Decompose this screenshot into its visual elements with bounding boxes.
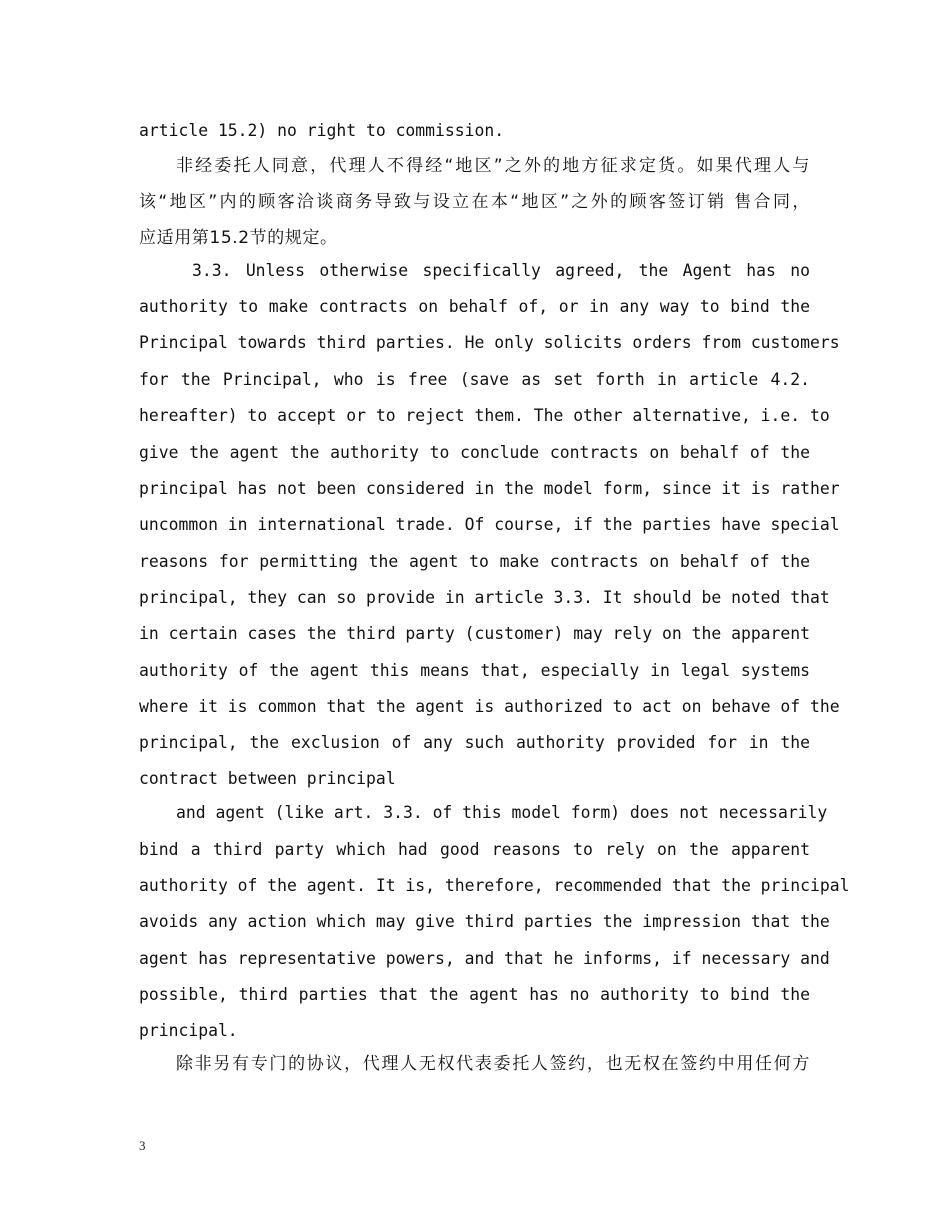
text-line: 应适用第15.2节的规定。 bbox=[139, 228, 338, 248]
text-line: contract between principal bbox=[139, 769, 396, 788]
text-line: 非经委托人同意，代理人不得经“地区”之外的地方征求定货。如果代理人与 bbox=[176, 156, 810, 176]
text-line: 除非另有专门的协议，代理人无权代表委托人签约，也无权在签约中用任何方 bbox=[176, 1054, 810, 1074]
text-line: principal. bbox=[139, 1021, 238, 1040]
text-line: 3.3. Unless otherwise specifically agreed, the Agent has no bbox=[192, 261, 810, 280]
text-line: hereafter) to accept or to reject them. The other alternative, i.e. to bbox=[139, 406, 830, 425]
text-line: avoids any action which may give third parties the impression that the bbox=[139, 912, 830, 931]
text-line: Principal towards third parties. He only solicits orders from customers bbox=[139, 333, 840, 352]
text-line: give the agent the authority to conclude contracts on behalf of the bbox=[139, 443, 810, 462]
text-line: for the Principal, who is free (save as set forth in article 4.2. bbox=[139, 370, 810, 389]
text-line: principal, they can so provide in article 3.3. It should be noted that bbox=[139, 588, 830, 607]
text-line: possible, third parties that the agent has no authority to bind the bbox=[139, 985, 810, 1004]
page-number: 3 bbox=[139, 1138, 146, 1153]
text-line: authority of the agent. It is, therefore, recommended that the principal bbox=[139, 876, 850, 895]
text-line: article 15.2) no right to commission. bbox=[139, 121, 505, 140]
text-line: 该“地区”内的顾客洽谈商务导致与设立在本“地区”之外的顾客签订销 售合同， bbox=[139, 192, 810, 212]
text-line: reasons for permitting the agent to make contracts on behalf of the bbox=[139, 552, 810, 571]
text-line: where it is common that the agent is authorized to act on behave of the bbox=[139, 697, 840, 716]
text-line: agent has representative powers, and that he informs, if necessary and bbox=[139, 949, 830, 968]
text-line: bind a third party which had good reasons to rely on the apparent bbox=[139, 840, 810, 859]
text-line: authority of the agent this means that, especially in legal systems bbox=[139, 661, 810, 680]
text-line: in certain cases the third party (customer) may rely on the apparent bbox=[139, 624, 811, 643]
text-line: authority to make contracts on behalf of, or in any way to bind the bbox=[139, 297, 810, 316]
text-line: principal, the exclusion of any such authority provided for in the bbox=[139, 733, 810, 752]
text-line: uncommon in international trade. Of course, if the parties have special bbox=[139, 515, 840, 534]
text-line: principal has not been considered in the model form, since it is rather bbox=[139, 479, 840, 498]
text-line: and agent (like art. 3.3. of this model form) does not necessarily bbox=[176, 803, 828, 822]
